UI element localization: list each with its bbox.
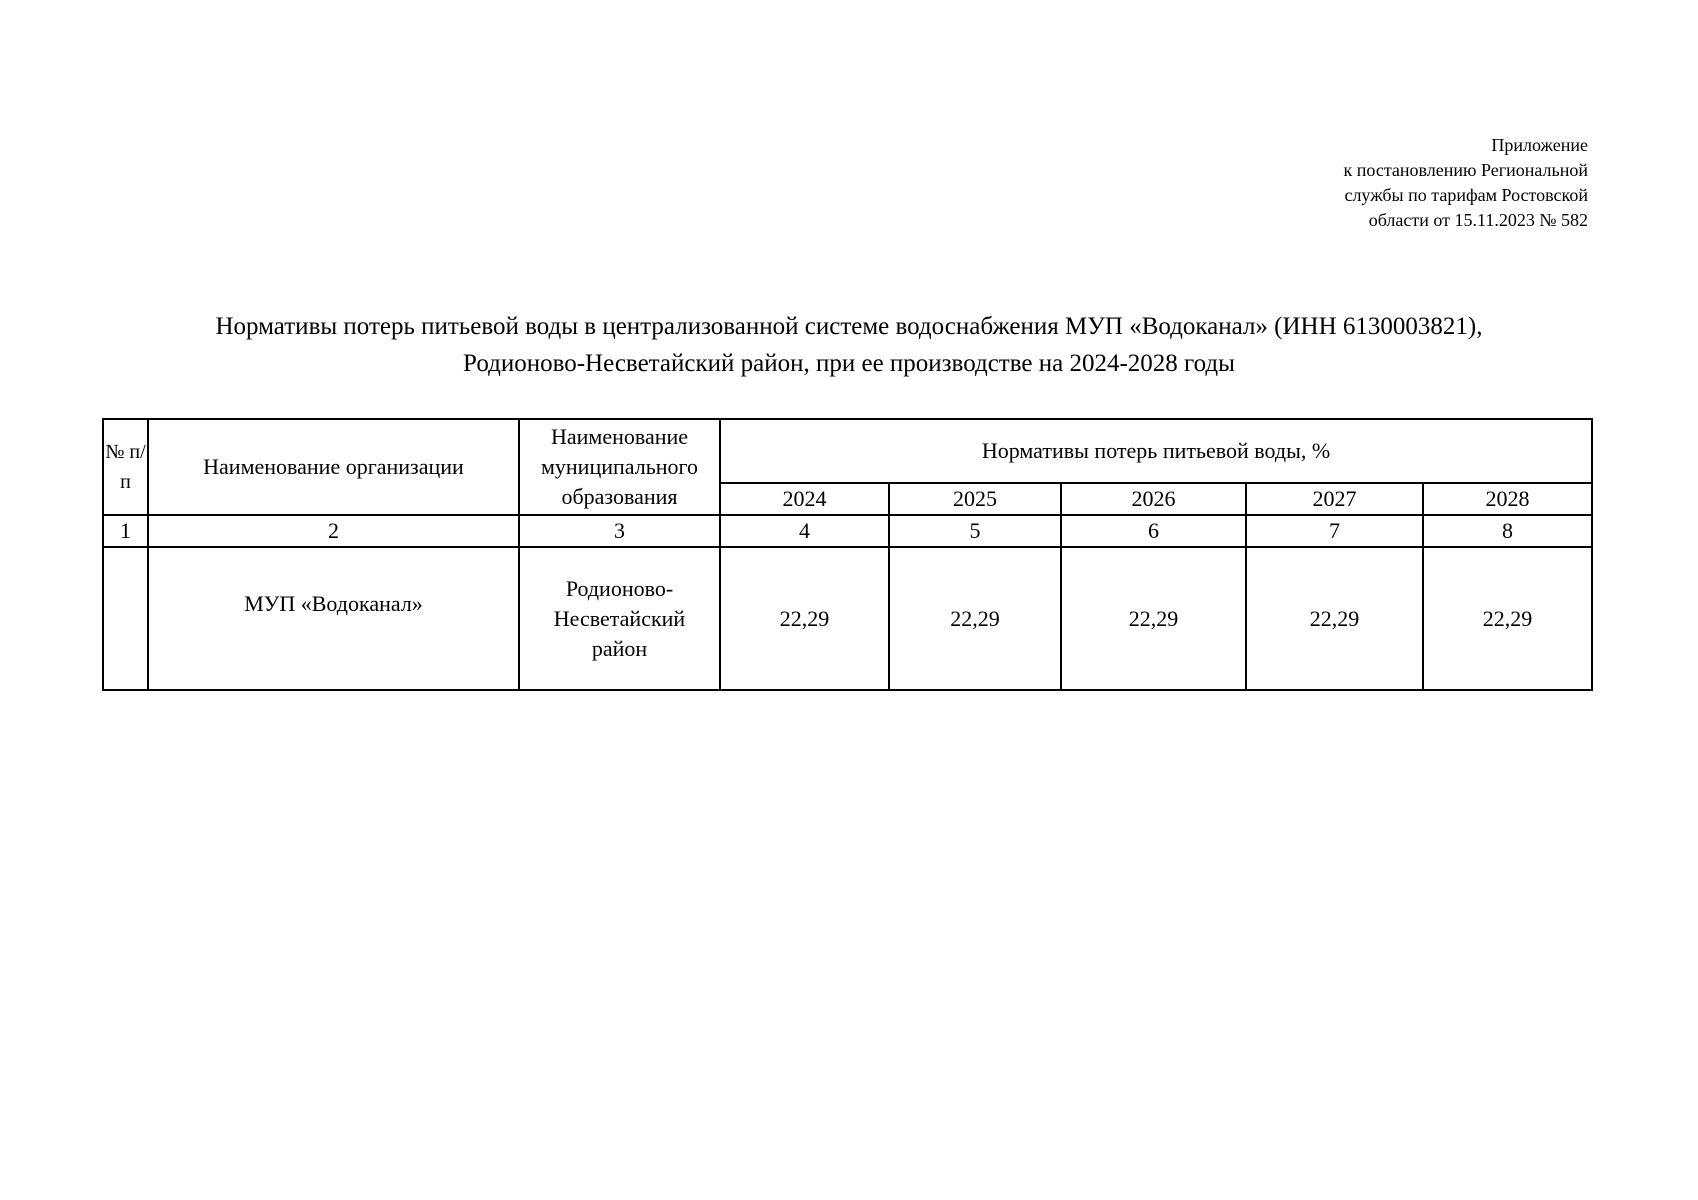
header-org: Наименование организации: [148, 419, 519, 515]
column-numbers-row: [103, 515, 1592, 547]
cell-value: 22,29: [1246, 547, 1423, 690]
header-norms: Нормативы потерь питьевой воды, %: [720, 419, 1592, 483]
column-number: 8: [1423, 515, 1592, 547]
title-line-2: Родионово-Несветайский район, при ее производстве на 2024-2028 годы: [463, 350, 1235, 377]
header-municipality: Наименование муниципального образования: [519, 419, 720, 515]
column-number: 4: [720, 515, 889, 547]
cell-municipality: Родионово-Несветайский район: [519, 547, 720, 690]
appendix-line: Приложение: [1491, 135, 1588, 155]
cell-value: 22,29: [1423, 547, 1592, 690]
column-number: 7: [1246, 515, 1423, 547]
column-number: 2: [148, 515, 519, 547]
column-number: 5: [889, 515, 1061, 547]
document-title: [0, 308, 1698, 382]
column-number: 3: [519, 515, 720, 547]
appendix-line: к постановлению Региональной: [1343, 160, 1588, 180]
cell-no: [103, 547, 148, 690]
table-row: [103, 547, 1592, 690]
header-row: [103, 419, 1592, 483]
header-year: 2025: [889, 483, 1061, 515]
appendix-line: области от 15.11.2023 № 582: [1368, 210, 1588, 230]
appendix-line: службы по тарифам Ростовской: [1344, 185, 1588, 205]
cell-value: 22,29: [720, 547, 889, 690]
cell-org: [148, 547, 519, 690]
header-no: № п/п: [103, 419, 148, 515]
header-year: 2028: [1423, 483, 1592, 515]
header-year: 2026: [1061, 483, 1246, 515]
cell-value: 22,29: [1061, 547, 1246, 690]
column-number: 6: [1061, 515, 1246, 547]
title-line-1: Нормативы потерь питьевой воды в централизованной системе водоснабжения МУП «Водоканал» (ИНН 6130003821),: [215, 313, 1483, 340]
header-year: 2024: [720, 483, 889, 515]
cell-org-text: МУП «Водоканал»: [244, 590, 423, 616]
cell-value: 22,29: [889, 547, 1061, 690]
column-number: 1: [103, 515, 148, 547]
appendix-block: [1344, 133, 1589, 233]
header-year: 2027: [1246, 483, 1423, 515]
norms-table: [102, 418, 1593, 691]
